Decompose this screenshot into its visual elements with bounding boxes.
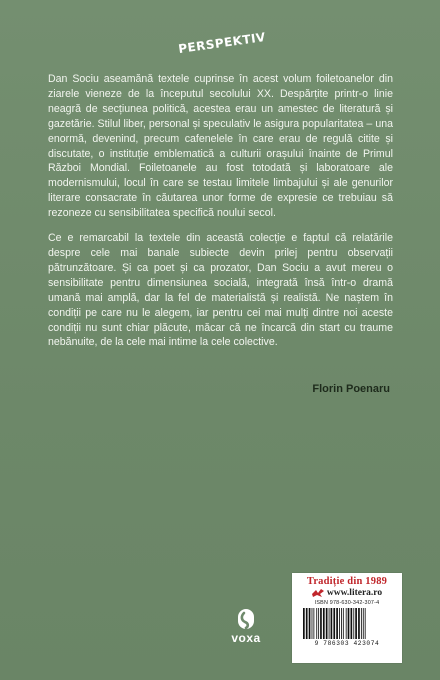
blurb-author: Florin Poenaru [312,383,390,395]
blurb-paragraph-1: Dan Sociu aseamănă textele cuprinse în acest volum foiletoanelor din ziarele vieneze de la începutul secolului XX. Despărțite printr-o linie neagră de secțiunea politică, acestea erau un amestec de literatură și gazetărie. Stilul liber, personal și speculativ le asigura popularitatea – una enormă, devenind, precum cafenelele în care erau de regulă citite și discutate, o instituție emblematică a culturii orașului înainte de Primul Război Mondial. Foiletoanele au fost totodată și laboratoare ale modernismului, locul în care se testau limitele limbajului și ale genurilor literare consacrate în căutarea unor forme de expresie ce trebuiau să rezoneze cu sensibilitatea specifică noului secol. [48,73,393,220]
barcode [299,607,395,641]
isbn-sticker [292,573,402,663]
barcode-digits: 9 786303 423074 [314,640,380,647]
publisher-name: voxa [231,631,261,645]
blurb [48,72,393,360]
publisher-logo [226,608,266,654]
sticker-tagline: Tradiție din 1989 [306,576,388,587]
blurb-paragraph-2: Ce e remarcabil la textele din această colecție e faptul că relatările despre cele mai banale subiecte devin prilej pentru observații pătrunzătoare. Și ca poet și ca prozator, Dan Sociu a avut mereu o sensibilitate pentru dimensiunea socială, integrată însă într-o dramă umană mai amplă, dar la fel de materialistă și realistă. Ne naștem în condiții pe care nu le alegem, iar pentru cei mai mulți dintre noi aceste condiții nu sunt chiar plăcute, măcar că ne încarcă din start cu traume nebănuite, de la cele mai intime la cele colective. [48,232,393,349]
series-logo-text: PERSPEKTIV [177,29,267,57]
sticker-website-row [292,588,402,598]
series-logo [177,29,267,57]
sticker-website: www.litera.ro [326,588,383,598]
isbn-number: ISBN 978-630-342-307-4 [314,600,380,606]
litera-bird-icon [312,589,324,598]
publisher-mark-icon [237,608,255,630]
